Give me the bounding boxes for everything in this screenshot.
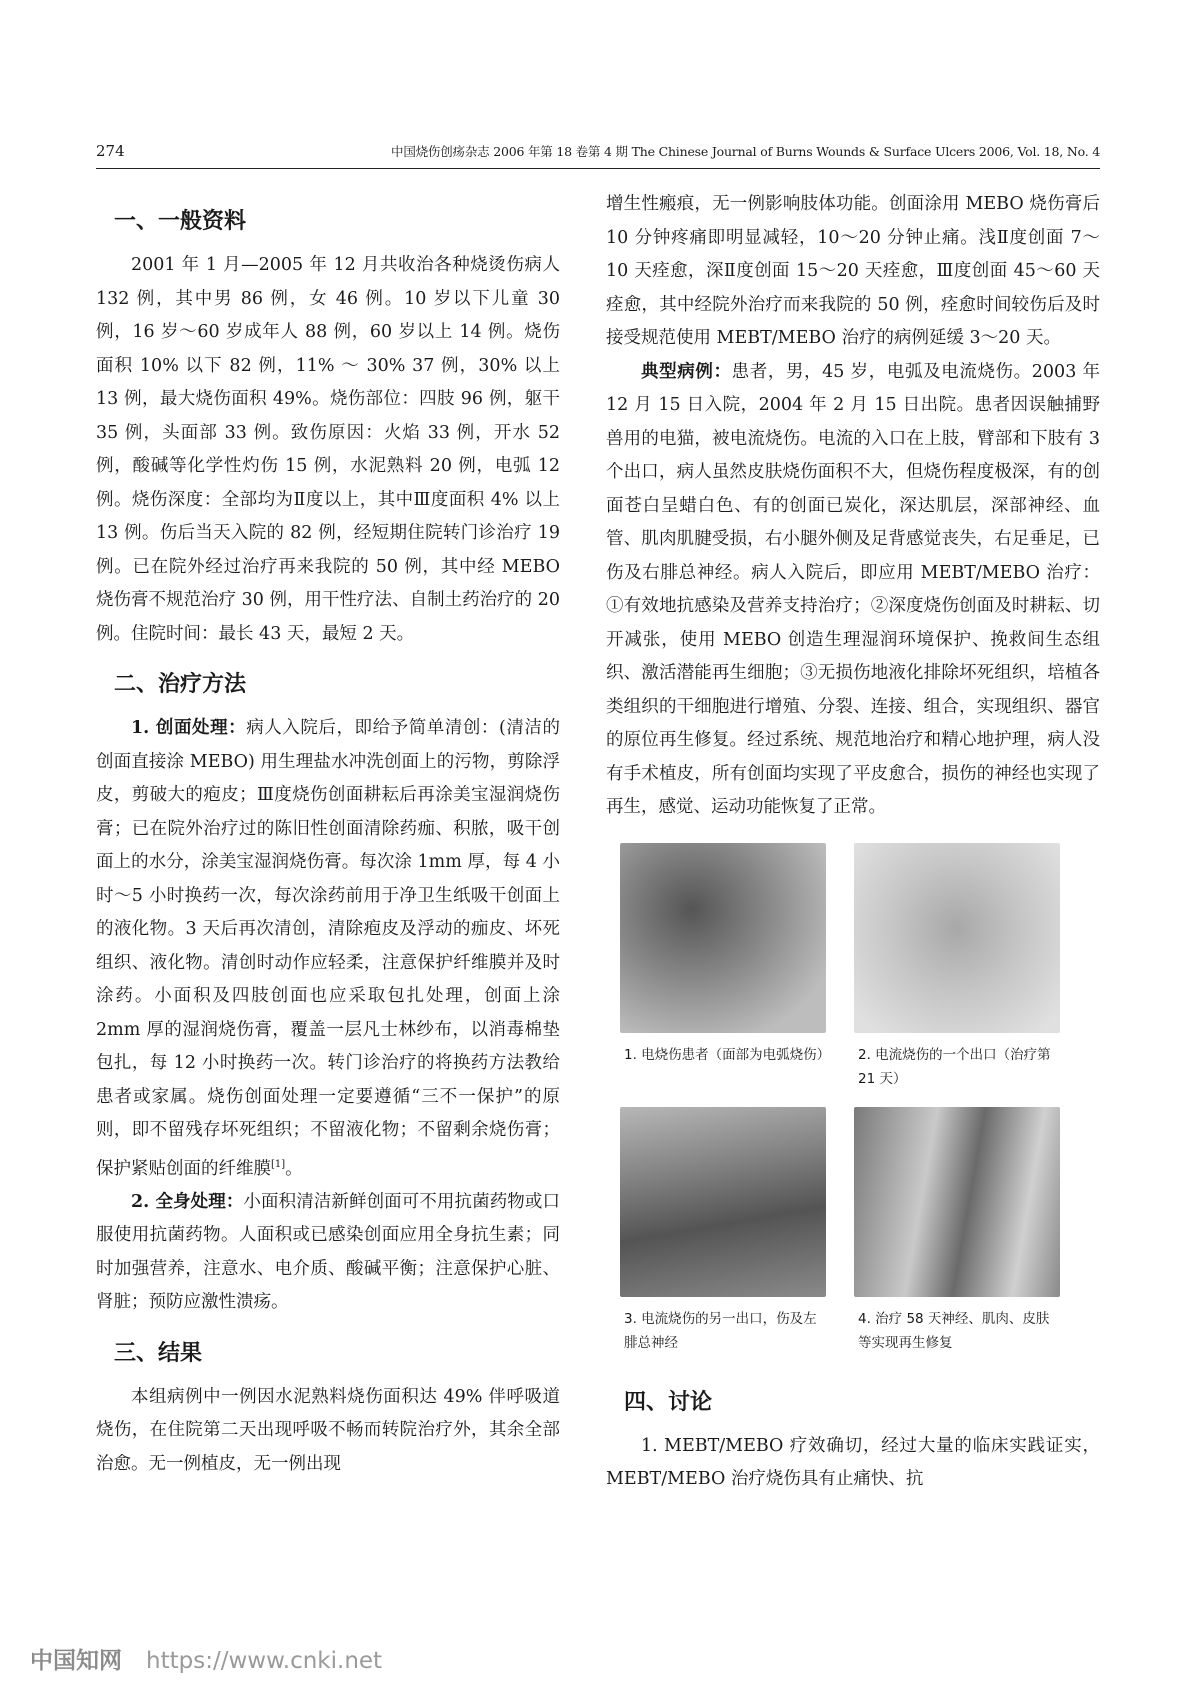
citation-ref[interactable]: [1] (271, 1158, 286, 1170)
section-title-general: 一、一般资料 (114, 209, 247, 234)
systemic-treatment-label: 2. 全身处理： (131, 1191, 244, 1212)
figure-1 (620, 843, 831, 1091)
section-title-treatment: 二、治疗方法 (114, 672, 247, 697)
section-title-discussion: 四、讨论 (624, 1389, 713, 1415)
figure-4 (854, 1107, 1060, 1355)
general-data-paragraph: 2001 年 1 月—2005 年 12 月共收治各种烧烫伤病人 132 例，其中男 86 例，女 46 例。10 岁以下儿童 30 例，16 岁～60 岁成年人 88 例，60 岁以上 14 例。烧伤面积 10% 以下 82 例，11% ～ 30% 37 例，30% 以上 13 例，最大烧伤面积 49%。烧伤部位：四肢 96 例，躯干 35 例，头面部 33 例。致伤原因：火焰 33 例，开水 52 例，酸碱等化学性灼伤 15 例，水泥熟料 20 例，电弧 12 例。烧伤深度：全部均为Ⅱ度以上，其中Ⅲ度面积 4% 以上 13 例。伤后当天入院的 82 例，经短期住院转门诊治疗 19 例。已在院外经过治疗再来我院的 50 例，其中经 MEBO 烧伤膏不规范治疗 30 例，用干性疗法、自制土药治疗的 20 例。住院时间：最长 43 天，最短 2 天。 (96, 255, 560, 644)
systemic-treatment-paragraph (96, 1186, 560, 1320)
figure-grid (620, 843, 1060, 1355)
typical-case-text: 患者，男，45 岁，电弧及电流烧伤。2003 年 12 月 15 日入院，2004 年 2 月 15 日出院。患者因误触捕野兽用的电猫，被电流烧伤。电流的入口在上肢，臂部和下肢有 3 个出口，病人虽然皮肤烧伤面积不大，但烧伤程度极深，有的创面苍白呈蜡白色、有的创面已炭化，深达肌层，深部神经、血管、肌肉肌腱受损，右小腿外侧及足背感觉丧失，右足垂足，已伤及右腓总神经。病人入院后，即应用 MEBT/MEBO 治疗：①有效地抗感染及营养支持治疗；②深度烧伤创面及时耕耘、切开减张，使用 MEBO 创造生理湿润环境保护、挽救间生态组织、激活潜能再生细胞；③无损伤地液化排除坏死组织，培植各类组织的干细胞进行增殖、分裂、连接、组合，实现组织、器官的原位再生修复。经过系统、规范地治疗和精心地护理，病人没有手术植皮，所有创面均实现了平皮愈合，损伤的神经也实现了再生，感觉、运动功能恢复了正常。 (606, 361, 1101, 817)
left-column (96, 188, 560, 1481)
cnki-logo-text: 中国知网 (30, 1648, 122, 1674)
page-number: 274 (96, 142, 125, 160)
figure-caption: 3. 电流烧伤的另一出口，伤及左腓总神经 (624, 1310, 817, 1351)
figure-3 (620, 1107, 826, 1355)
wound-treatment-label: 1. 创面处理： (131, 718, 247, 738)
healed-legs-photo (854, 1107, 1060, 1297)
discussion-paragraph: 1. MEBT/MEBO 疗效确切，经过大量的临床实践证实，MEBT/MEBO 治疗烧伤具有止痛快、抗 (606, 1435, 1100, 1489)
systemic-treatment-text: 小面积清洁新鲜创面可不用抗菌药物或口服使用抗菌药物。人面积或已感染创面应用全身抗生素；同时加强营养，注意水、电介质、酸碱平衡；注意保护心脏、肾脏；预防应激性溃疡。 (96, 1191, 560, 1313)
right-column (606, 188, 1100, 1497)
figure-caption: 2. 电流烧伤的一个出口（治疗第 21 天） (858, 1046, 1051, 1087)
cnki-url[interactable]: https://www.cnki.net (146, 1648, 383, 1674)
cnki-watermark (30, 1642, 382, 1675)
section-title-results: 三、结果 (114, 1340, 203, 1366)
results-continued-paragraph: 增生性瘢痕，无一例影响肢体功能。创面涂用 MEBO 烧伤膏后 10 分钟疼痛即明显减轻，10～20 分钟止痛。浅Ⅱ度创面 7～10 天痊愈，深Ⅱ度创面 15～20 天痊愈，Ⅲ度创面 45～60 天痊愈，其中经院外治疗而来我院的 50 例，痊愈时间较伤后及时接受规范使用 MEBT/MEBO 治疗的病例延缓 3～20 天。 (606, 194, 1100, 348)
second-exit-wound-photo (620, 1107, 826, 1297)
results-paragraph: 本组病例中一例因水泥熟料烧伤面积达 49% 伴呼吸道烧伤，在住院第二天出现呼吸不畅而转院治疗外，其余全部治愈。无一例植皮，无一例出现 (96, 1386, 560, 1474)
wound-treatment-text: 病人入院后，即给予简单清创：(清洁的创面直接涂 MEBO) 用生理盐水冲洗创面上的污物，剪除浮皮，剪破大的疱皮；Ⅲ度烧伤创面耕耘后再涂美宝湿润烧伤膏；已在院外治疗过的陈旧性创面清除药痂、积脓，吸干创面上的水分，涂美宝湿润烧伤膏。每次涂 1mm 厚，每 4 小时～5 小时换药一次，每次涂药前用于净卫生纸吸干创面上的液化物。3 天后再次清创，清除疱皮及浮动的痂皮、坏死组织、液化物。清创时动作应轻柔，注意保护纤维膜并及时涂药。小面积及四肢创面也应采取包扎处理，创面上涂 2mm 厚的湿润烧伤膏，覆盖一层凡士林纱布，以消毒棉垫包扎，每 12 小时换药一次。转门诊治疗的将换药方法教给患者或家属。烧伤创面处理一定要遵循“三不一保护”的原则，即不留残存坏死组织；不留液化物；不留剩余烧伤膏；保护紧贴创面的纤维膜 (96, 718, 560, 1179)
wound-treatment-paragraph (96, 712, 560, 1186)
page-header (96, 142, 1100, 169)
patient-face-photo (620, 843, 826, 1033)
typical-case-label: 典型病例： (641, 361, 732, 382)
journal-running-title: 中国烧伤创疡杂志 2006 年第 18 卷第 4 期 The Chinese Journal of Burns Wounds & Surface Ulcers 2006, Vol. 18, No. 4 (391, 144, 1100, 159)
typical-case-paragraph (606, 356, 1100, 825)
wound-treatment-end: 。 (285, 1158, 303, 1179)
figure-caption: 4. 治疗 58 天神经、肌肉、皮肤等实现再生修复 (858, 1310, 1050, 1351)
exit-wound-photo (854, 843, 1060, 1033)
figure-2 (854, 843, 1060, 1091)
figure-caption: 1. 电烧伤患者（面部为电弧烧伤） (624, 1046, 831, 1063)
